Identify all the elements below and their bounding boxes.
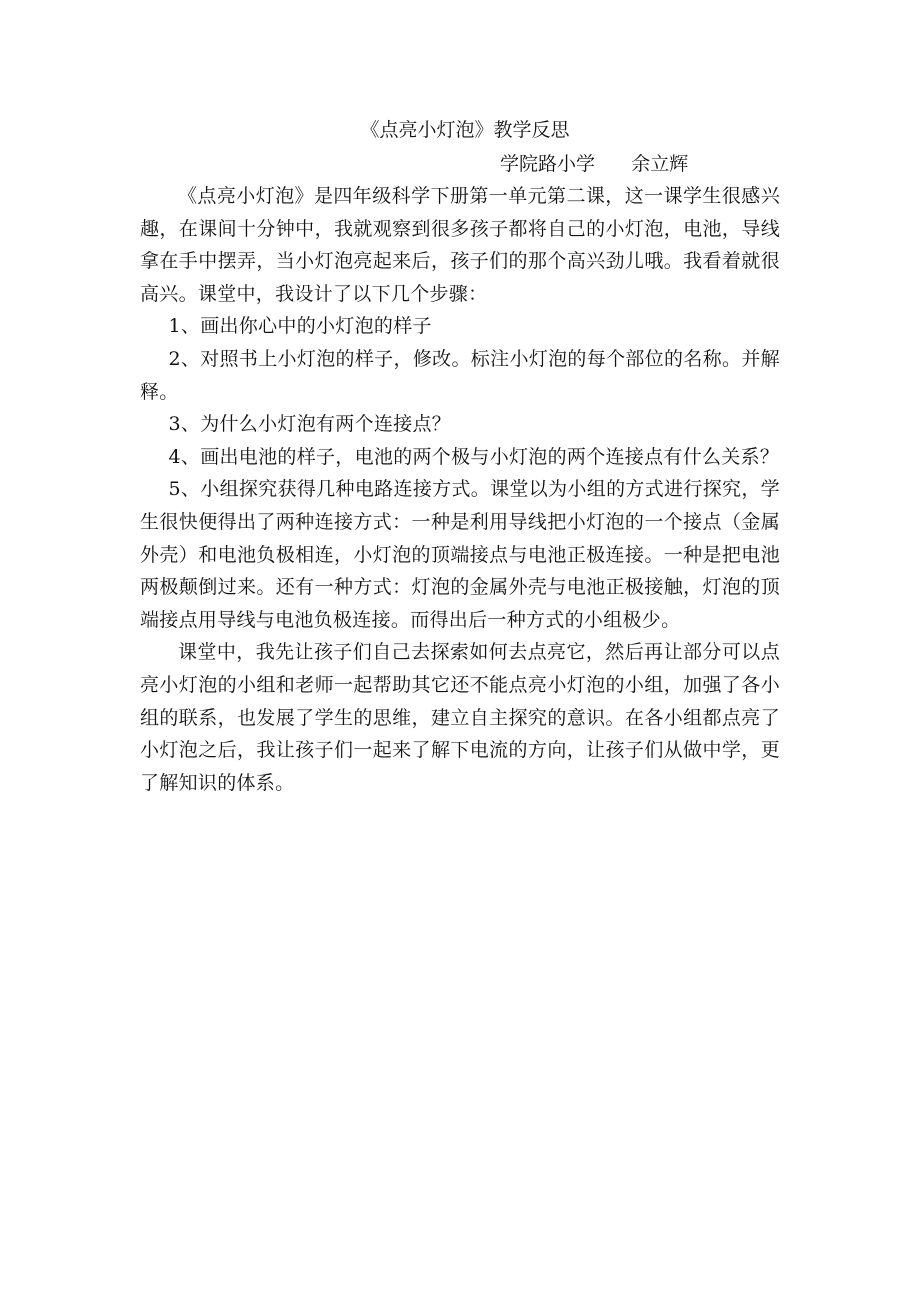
step-3: 3、为什么小灯泡有两个连接点？ [168,413,452,436]
document-page [140,112,780,799]
document-title: 《点亮小灯泡》教学反思 [360,119,570,141]
intro-paragraph: 《点亮小灯泡》是四年级科学下册第一单元第二课，这一课学生很感兴趣，在课间十分钟中，我就观察到很多孩子都将自己的小灯泡，电池，导线拿在手中摆弄，当小灯泡亮起来后，孩子们的那个高兴劲儿哦。我看着就很高兴。课堂中，我设计了以下几个步骤： [140,185,780,305]
author-byline: 学院路小学 余立辉 [500,153,689,175]
step-2: 2、对照书上小灯泡的样子，修改。标注小灯泡的每个部位的名称。并解释。 [140,347,780,403]
step-1: 1、画出你心中的小灯泡的样子 [168,315,432,338]
step-5: 5、小组探究获得几种电路连接方式。课堂以为小组的方式进行探究，学生很快便得出了两种连接方式：一种是利用导线把小灯泡的一个接点（金属外壳）和电池负极相连，小灯泡的顶端接点与电池正极连接。一种是把电池两极颠倒过来。还有一种方式：灯泡的金属外壳与电池正极接触，灯泡的顶端接点用导线与电池负极连接。而得出后一种方式的小组极少。 [140,478,780,631]
conclusion-paragraph: 课堂中，我先让孩子们自己去探索如何去点亮它，然后再让部分可以点亮小灯泡的小组和老师一起帮助其它还不能点亮小灯泡的小组，加强了各小组的联系，也发展了学生的思维，建立自主探究的意识。在各小组都点亮了小灯泡之后，我让孩子们一起来了解下电流的方向，让孩子们从做中学，更了解知识的体系。 [140,641,780,794]
step-4: 4、画出电池的样子，电池的两个极与小灯泡的两个连接点有什么关系？ [168,445,780,468]
